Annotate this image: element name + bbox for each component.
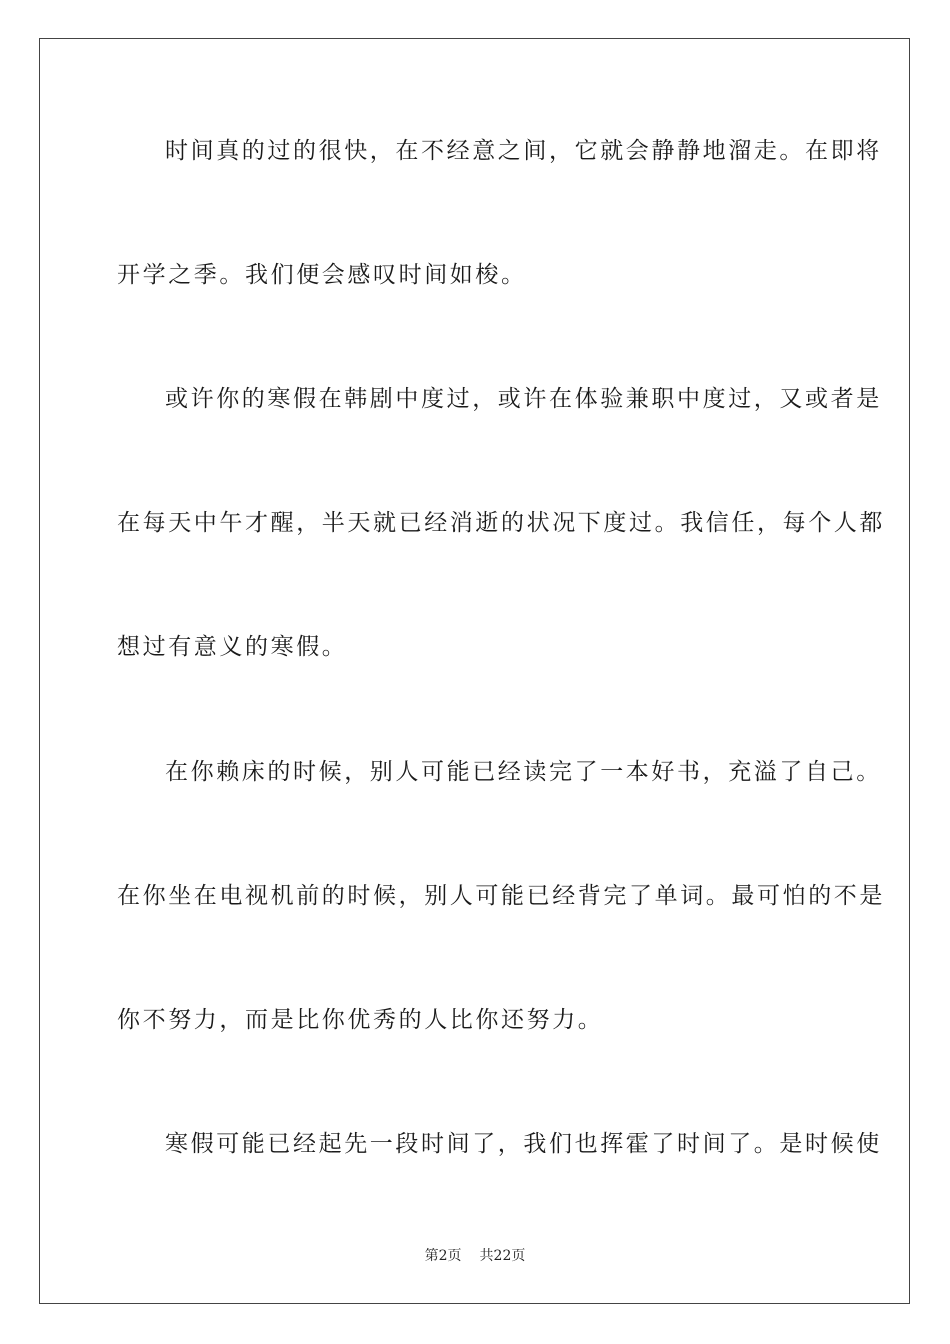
page-total: 共22页 bbox=[479, 1248, 526, 1264]
paragraph-2-line-2: 在每天中午才醒，半天就已经消逝的状况下度过。我信任，每个人都 bbox=[117, 510, 885, 536]
paragraph-2-line-1: 或许你的寒假在韩剧中度过，或许在体验兼职中度过，又或者是 bbox=[165, 386, 882, 412]
page-number: 第2页 bbox=[424, 1248, 462, 1264]
paragraph-1-line-1: 时间真的过的很快，在不经意之间，它就会静静地溜走。在即将 bbox=[165, 138, 882, 164]
paragraph-1-line-2: 开学之季。我们便会感叹时间如梭。 bbox=[117, 262, 527, 288]
page-footer bbox=[0, 1247, 950, 1265]
paragraph-2-line-3: 想过有意义的寒假。 bbox=[117, 634, 348, 660]
paragraph-4-line-1: 寒假可能已经起先一段时间了，我们也挥霍了时间了。是时候使 bbox=[165, 1131, 882, 1157]
paragraph-3-line-3: 你不努力，而是比你优秀的人比你还努力。 bbox=[117, 1007, 604, 1033]
paragraph-3-line-1: 在你赖床的时候，别人可能已经读完了一本好书，充溢了自己。 bbox=[165, 759, 882, 785]
paragraph-3-line-2: 在你坐在电视机前的时候，别人可能已经背完了单词。最可怕的不是 bbox=[117, 883, 885, 909]
page-border bbox=[39, 38, 910, 1304]
